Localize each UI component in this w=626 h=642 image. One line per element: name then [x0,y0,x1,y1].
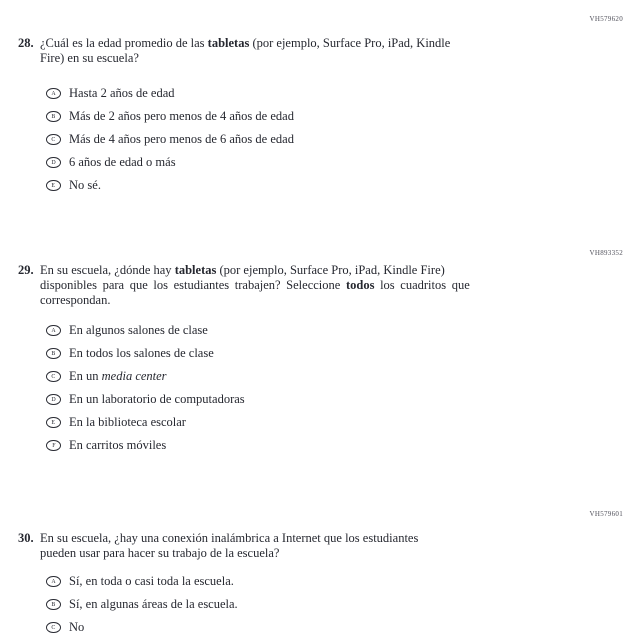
option-row [46,319,608,342]
question-28-text [40,36,450,66]
question-text-bold: tabletas [174,263,217,277]
option-row [46,174,608,197]
question-29-options [46,319,608,457]
question-text-bold: todos [345,278,375,292]
answer-bubble-d[interactable] [46,394,61,406]
question-text-line [40,278,470,293]
question-text-line: correspondan. [40,293,111,307]
bubble-letter: A [51,577,56,585]
option-label: Sí, en toda o casi toda la escuela. [69,574,234,588]
question-30-options [46,570,608,639]
question-text-segment: disponibles para que los estudiantes trabajen? Seleccione [40,278,346,292]
question-text-line [40,36,450,51]
item-code-vh893352: VH893352 [589,249,623,257]
bubble-letter: C [51,135,56,143]
option-label: En algunos salones de clase [69,323,208,337]
option-row [46,82,608,105]
answer-bubble-b[interactable] [46,348,61,360]
answer-bubble-d[interactable] [46,157,61,169]
bubble-letter: A [51,89,56,97]
question-28-number: 28. [18,36,34,50]
bubble-letter: C [51,372,56,380]
question-text-line [40,263,470,278]
answer-bubble-a[interactable] [46,576,61,588]
answer-bubble-f[interactable] [46,440,61,452]
bubble-letter: B [51,349,56,357]
question-29-number: 29. [18,263,34,277]
question-text-line: Fire) en su escuela? [40,51,139,65]
bubble-letter: E [51,418,56,426]
option-row [46,570,608,593]
question-30-number: 30. [18,531,34,545]
question-28 [18,36,608,197]
option-row [46,434,608,457]
answer-bubble-b[interactable] [46,599,61,611]
answer-bubble-e[interactable] [46,180,61,192]
question-29 [18,263,608,457]
bubble-letter: F [51,441,56,449]
option-label-segment: En un [69,369,102,383]
answer-bubble-e[interactable] [46,417,61,429]
question-text-line: pueden usar para hacer su trabajo de la escuela? [40,546,280,560]
option-label: En todos los salones de clase [69,346,214,360]
option-label: Sí, en algunas áreas de la escuela. [69,597,238,611]
option-label: No sé. [69,178,101,192]
bubble-letter: A [51,326,56,334]
option-row [46,411,608,434]
option-label: En la biblioteca escolar [69,415,186,429]
bubble-letter: B [51,600,56,608]
option-label: Hasta 2 años de edad [69,86,175,100]
bubble-letter: D [51,395,56,403]
option-row [46,105,608,128]
bubble-letter: D [51,158,56,166]
option-row [46,616,608,639]
option-row [46,388,608,411]
option-label: Más de 4 años pero menos de 6 años de edad [69,132,294,146]
option-label [69,369,167,384]
question-30-text [40,531,418,561]
question-text-segment: (por ejemplo, Surface Pro, iPad, Kindle [249,36,451,50]
question-text-segment: ¿Cuál es la edad promedio de las [40,36,208,50]
bubble-letter: B [51,112,56,120]
item-code-vh579601: VH579601 [589,510,623,518]
answer-bubble-a[interactable] [46,325,61,337]
question-29-text [40,263,470,308]
answer-bubble-c[interactable] [46,134,61,146]
question-text-line: En su escuela, ¿hay una conexión inalámbrica a Internet que los estudiantes [40,531,419,545]
question-text-bold: tabletas [207,36,250,50]
option-row [46,365,608,388]
question-text-segment: En su escuela, ¿dónde hay [40,263,175,277]
answer-bubble-c[interactable] [46,371,61,383]
option-label: En un laboratorio de computadoras [69,392,245,406]
question-28-options [46,82,608,197]
option-label: En carritos móviles [69,438,167,452]
option-row [46,128,608,151]
bubble-letter: C [51,623,56,631]
question-30 [18,531,608,639]
question-text-segment: (por ejemplo, Surface Pro, iPad, Kindle Fire) [216,263,445,277]
bubble-letter: E [51,181,56,189]
option-row [46,151,608,174]
option-label-italic: media center [101,369,167,383]
answer-bubble-c[interactable] [46,622,61,634]
option-row [46,342,608,365]
option-label: 6 años de edad o más [69,155,176,169]
answer-bubble-a[interactable] [46,88,61,100]
option-label: Más de 2 años pero menos de 4 años de edad [69,109,294,123]
question-text-segment: los cuadritos que [374,278,470,292]
item-code-vh579620: VH579620 [589,15,623,23]
answer-bubble-b[interactable] [46,111,61,123]
option-label: No [69,620,85,634]
option-row [46,593,608,616]
